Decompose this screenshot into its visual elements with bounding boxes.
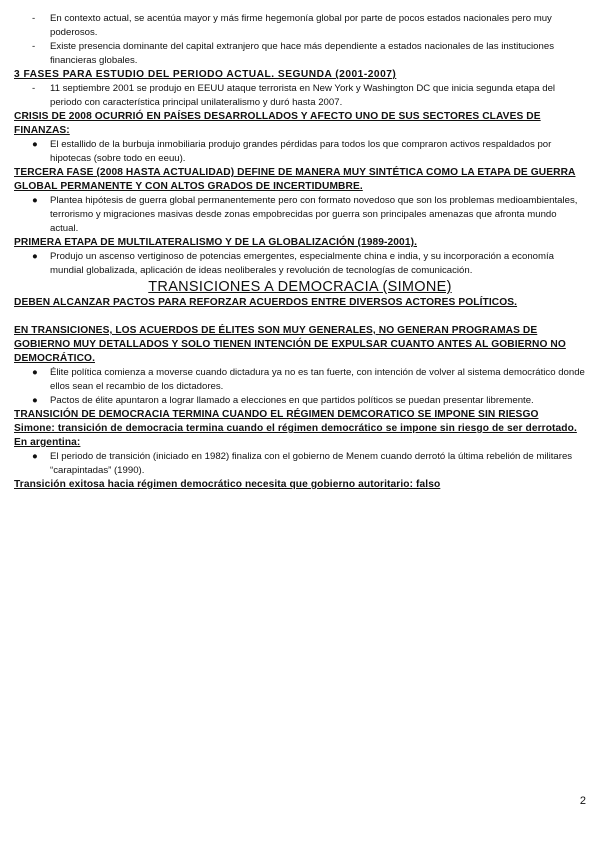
- section-heading: TERCERA FASE (2008 HASTA ACTUALIDAD) DEFINE DE MANERA MUY SINTÉTICA COMO LA ETAPA DE GUERRA GLOBAL PERMANENTE Y CON ALTOS GRADOS DE INCERTIDUMBRE.: [14, 167, 576, 192]
- bullet-icon: ●: [32, 395, 38, 406]
- list-item-text: Produjo un ascenso vertiginoso de potencias emergentes, especialmente china e india, y su incorporación a economía mundial globalizada, aplicación de ideas neoliberales y revolución de tecnologías de comunicación.: [50, 251, 554, 276]
- section-heading: 3 FASES PARA ESTUDIO DEL PERIODO ACTUAL. SEGUNDA (2001-2007): [14, 69, 397, 80]
- list-item: [14, 12, 586, 40]
- list-item: [14, 194, 586, 236]
- blank-line: [14, 310, 586, 324]
- bullet-list: [14, 366, 586, 408]
- bullet-list: [14, 450, 586, 478]
- list-item: [14, 40, 586, 68]
- dash-marker: -: [32, 13, 36, 24]
- list-item: [14, 394, 586, 408]
- list-item-text: Existe presencia dominante del capital extranjero que hace más dependiente a estados nacionales de las instituciones financieras globales.: [50, 41, 554, 66]
- section-heading: TRANSICIÓN DE DEMOCRACIA TERMINA CUANDO EL RÉGIMEN DEMCORATICO SE IMPONE SIN RIESGO: [14, 409, 539, 420]
- list-item-text: Plantea hipótesis de guerra global permanentemente pero con formato novedoso que son los problemas medioambientales, terrorismo y migraciones masivas desde zonas empobrecidas por guerra son principales amenazas que afronta mundo actual.: [50, 195, 578, 234]
- list-item-text: El periodo de transición (iniciado en 1982) finaliza con el gobierno de Menem cuando derrotó la última rebelión de militares “carapintadas” (1990).: [50, 451, 573, 476]
- dash-marker: -: [32, 41, 36, 52]
- section-heading: PRIMERA ETAPA DE MULTILATERALISMO Y DE LA GLOBALIZACIÓN (1989-2001).: [14, 237, 418, 248]
- list-item: [14, 250, 586, 278]
- list-item-text: 11 septiembre 2001 se produjo en EEUU ataque terrorista en New York y Washington DC que inicia segunda etapa del periodo con característica principal unilateralismo y duró hasta 2007.: [50, 83, 556, 108]
- dash-list: [14, 82, 586, 110]
- bullet-icon: ●: [32, 251, 38, 262]
- section-heading: Transición exitosa hacia régimen democrático necesita que gobierno autoritario: falso: [14, 479, 441, 490]
- section-heading: DEBEN ALCANZAR PACTOS PARA REFORZAR ACUERDOS ENTRE DIVERSOS ACTORES POLÍTICOS.: [14, 297, 518, 308]
- section-heading: Simone: transición de democracia termina cuando el régimen democrático se impone sin riesgo de ser derrotado. En argentina:: [14, 423, 577, 448]
- list-item-text: Pactos de élite apuntaron a lograr llamado a elecciones en que partidos políticos se puedan presentar libremente.: [50, 395, 534, 406]
- bullet-list: [14, 250, 586, 278]
- bullet-icon: ●: [32, 451, 38, 462]
- list-item: [14, 450, 586, 478]
- bullet-icon: ●: [32, 195, 38, 206]
- bullet-icon: ●: [32, 367, 38, 378]
- dash-marker: -: [32, 83, 36, 94]
- bullet-list: [14, 194, 586, 236]
- bullet-icon: ●: [32, 139, 38, 150]
- page-content: [14, 12, 586, 492]
- page-number: 2: [579, 795, 586, 807]
- list-item: [14, 138, 586, 166]
- dash-list: [14, 12, 586, 68]
- list-item: [14, 366, 586, 394]
- bullet-list: [14, 138, 586, 166]
- list-item-text: En contexto actual, se acentúa mayor y más firme hegemonía global por parte de pocos estados nacionales pero muy poderosos.: [50, 13, 552, 38]
- section-title: TRANSICIONES A DEMOCRACIA (SIMONE): [148, 279, 452, 295]
- section-heading: CRISIS DE 2008 OCURRIÓ EN PAÍSES DESARROLLADOS Y AFECTO UNO DE SUS SECTORES CLAVES DE FINANZAS:: [14, 111, 541, 136]
- section-heading: EN TRANSICIONES, LOS ACUERDOS DE ÉLITES SON MUY GENERALES, NO GENERAN PROGRAMAS DE GOBIERNO MUY DETALLADOS Y SOLO TIENEN INTENCIÓN DE EXPULSAR CUANTO ANTES AL GOBIERNO NO DEMOCRÁTICO.: [14, 325, 566, 364]
- list-item-text: El estallido de la burbuja inmobiliaria produjo grandes pérdidas para todos los que compraron activos respaldados por hipotecas (sobre todo en eeuu).: [50, 139, 552, 164]
- list-item-text: Élite política comienza a moverse cuando dictadura ya no es tan fuerte, con intención de volver al sistema democrático donde ellos sean el recambio de los dictadores.: [50, 367, 585, 392]
- list-item: [14, 82, 586, 110]
